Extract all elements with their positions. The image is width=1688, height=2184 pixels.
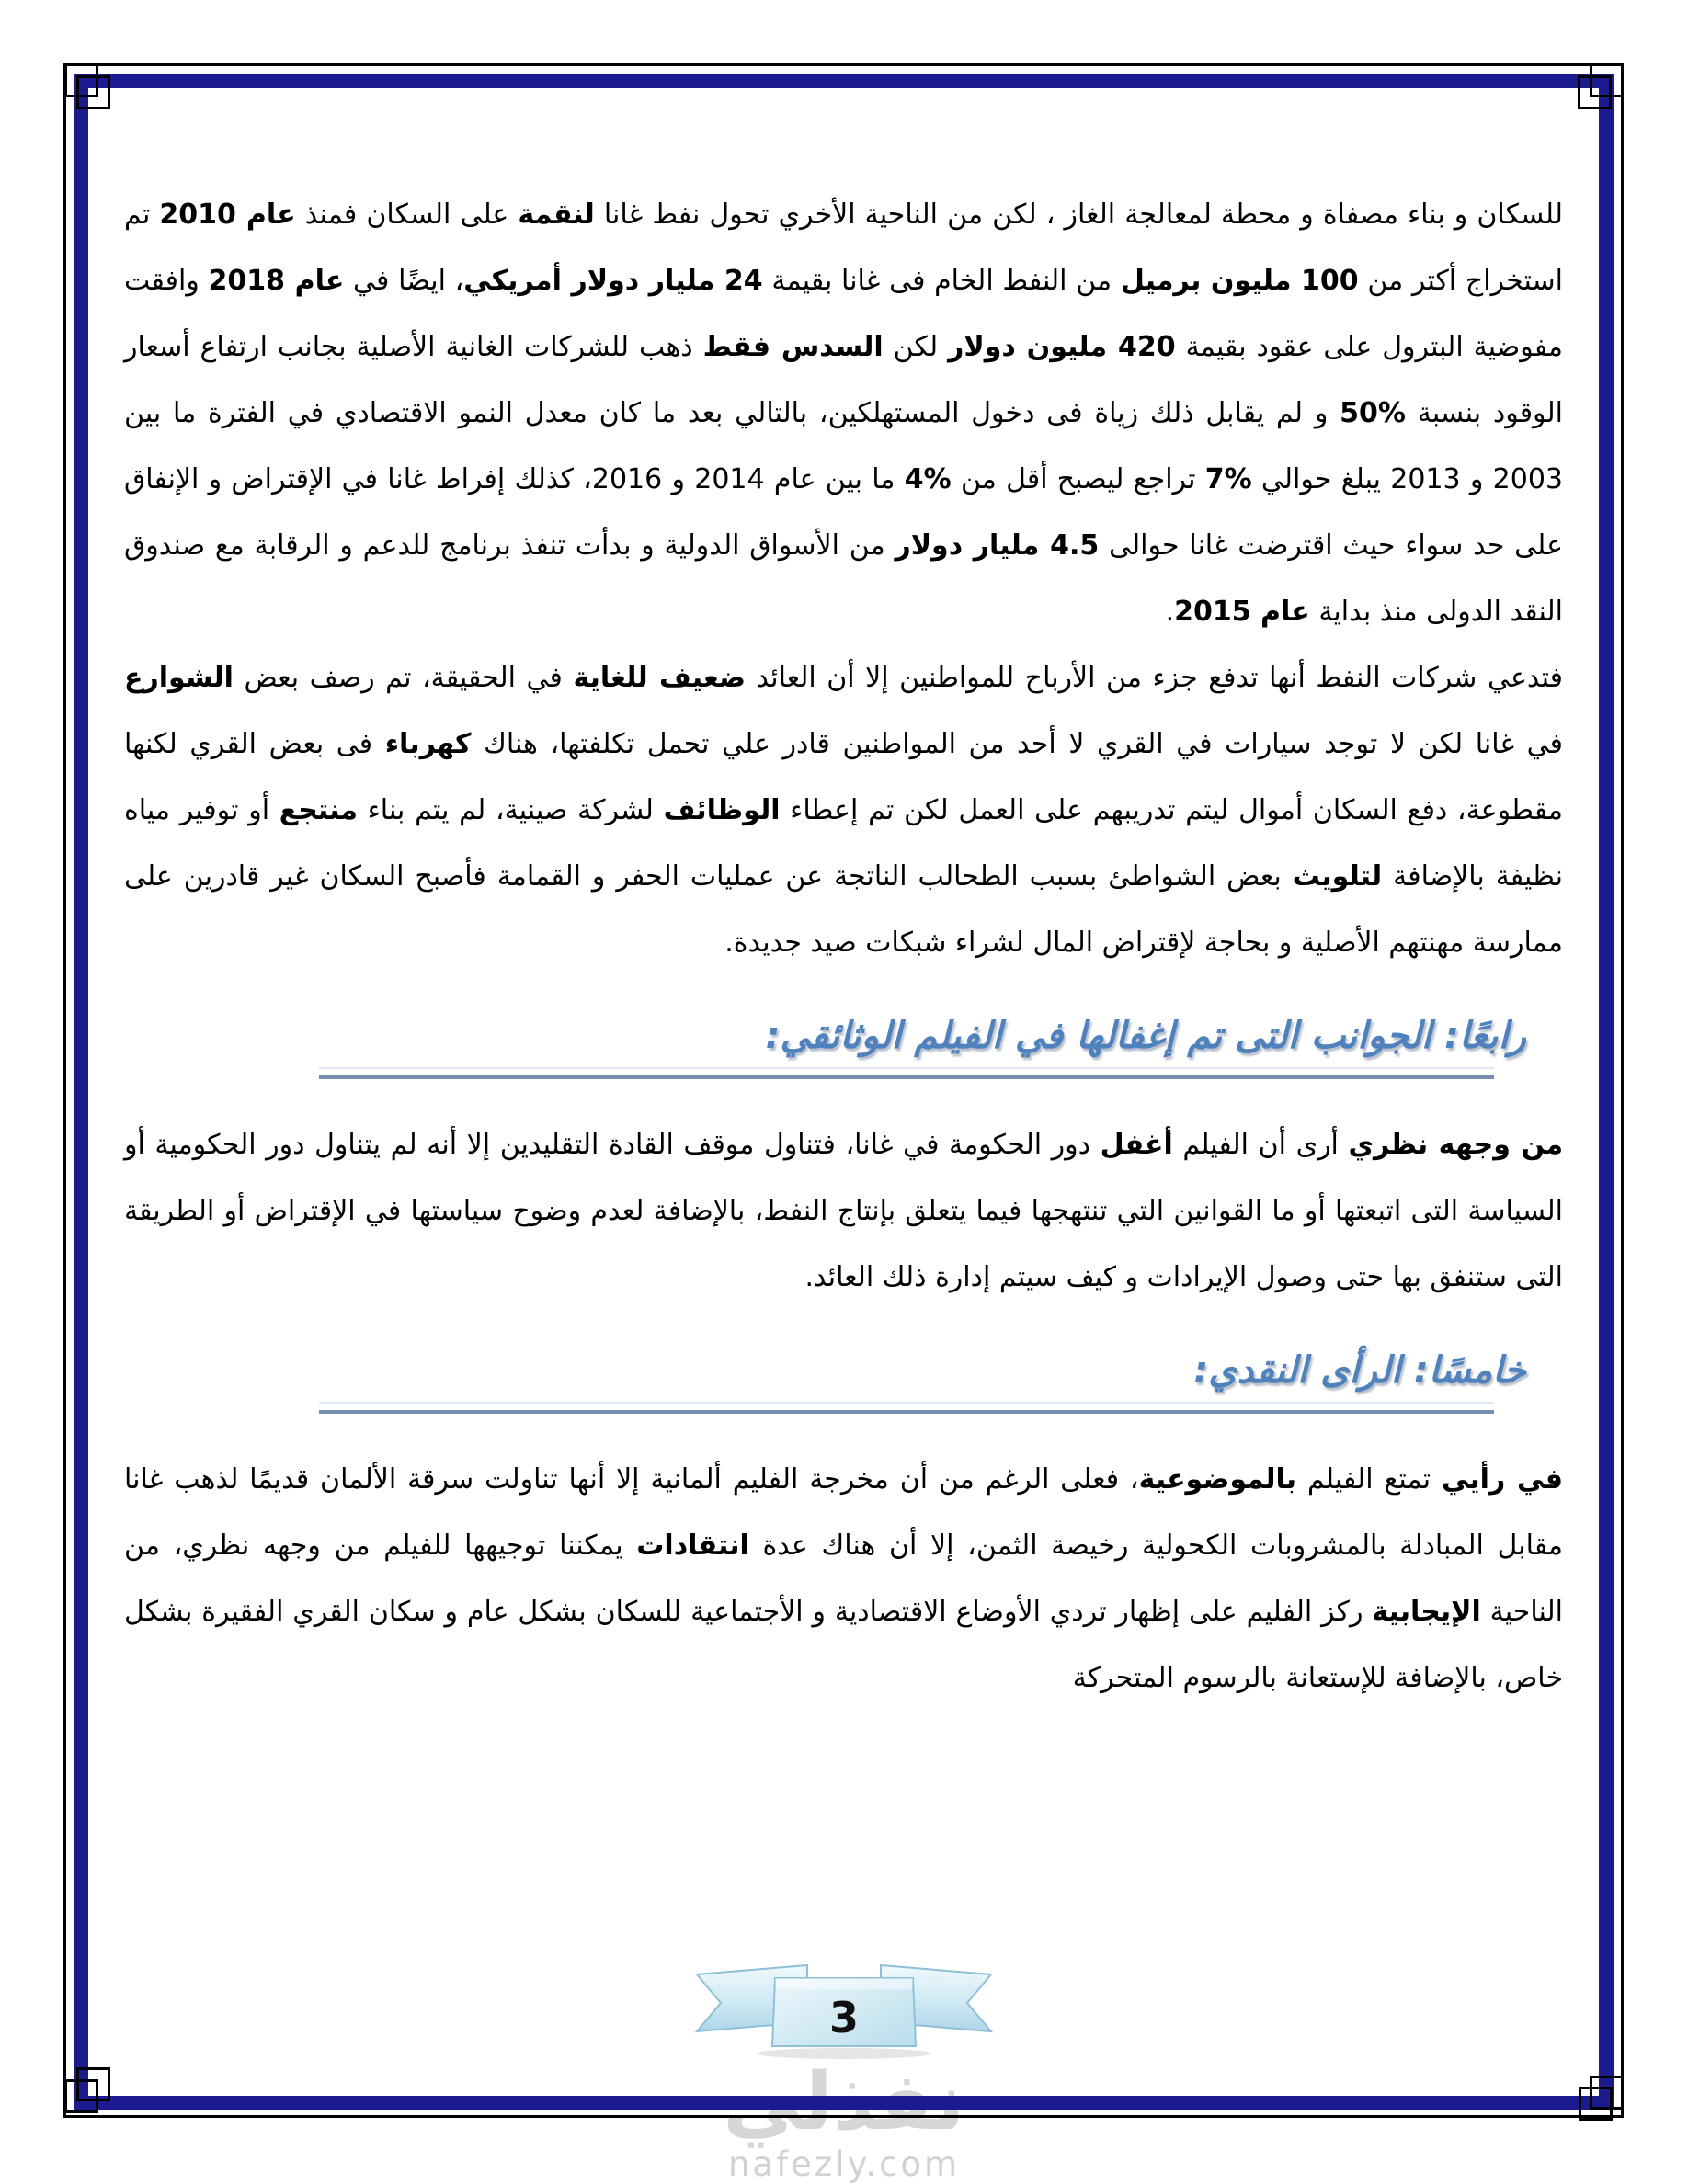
spacer (124, 1311, 1563, 1320)
text-run: فتدعي شركات النفط أنها تدفع جزء من الأرباح للمواطنين إلا أن العائد (745, 662, 1563, 694)
watermark-logo: نفذلي (723, 2056, 965, 2148)
bold-text-run: الشوارع (124, 662, 234, 694)
page-content (124, 182, 1563, 1712)
paragraph-oil-companies-claims (124, 645, 1563, 976)
corner-ornament-bottom-right (1579, 2087, 1613, 2121)
text-run: للسكان و بناء مصفاة و محطة لمعالجة الغاز ، لكن من الناحية الأخري تحول نفط غانا (594, 199, 1563, 231)
bold-text-run: الإيجابية (1372, 1596, 1481, 1628)
bold-text-run: بالموضوعية (1138, 1463, 1297, 1496)
bold-text-run: 420 مليون دولار (948, 331, 1176, 363)
corner-ornament-bottom-left (76, 2067, 110, 2101)
heading-underline (319, 1410, 1494, 1414)
corner-ornament-top-left (64, 63, 98, 97)
bold-text-run: في رأيي (1442, 1463, 1564, 1496)
text-run: يمكننا توجيهها للفيلم من وجهه نظري، من الناحية (124, 1530, 1563, 1628)
text-run: . (1165, 596, 1175, 628)
bold-text-run: عام 2018 (208, 265, 345, 297)
text-run: من الأسواق الدولية و بدأت تنفذ برنامج للدعم و الرقابة مع صندوق النقد الدولى منذ بداية (124, 529, 1563, 628)
bold-text-run: السدس فقط (702, 331, 884, 363)
bold-text-run: منتجع (279, 794, 358, 826)
text-run: تمتع الفيلم (1296, 1463, 1443, 1496)
heading-omitted-aspects: رابعًا: الجوانب التى تم إغفالها في الفيلم الوثائقي: (765, 1015, 1526, 1057)
text-run: لشركة صينية، لم يتم بناء (357, 794, 664, 826)
bold-text-run: %4 (904, 463, 952, 495)
heading-critical-opinion: خامسًا: الرأى النقدي: (1193, 1349, 1526, 1392)
paragraph-oil-curse (124, 182, 1563, 645)
bold-text-run: عام 2015 (1174, 596, 1310, 628)
text-run: دور الحكومة في غانا، فتناول موقف القادة التقليدين إلا أنه لم يتناول دور الحكومية أو السياسة التى اتبعتها أو ما القوانين التي تنتهجها فيما يتعلق بإنتاج النفط، بالإضافة لعدم وضوح سياستها في الإقتراض أو الطريقة التى ستنفق بها حتى وصول الإيرادات و كيف سيتم إدارة ذلك العائد. (124, 1129, 1563, 1293)
text-run: وافقت مفوضية البترول على عقود بقيمة (124, 265, 1563, 363)
bold-text-run: من وجهه نظري (1348, 1129, 1564, 1161)
text-run: لكن (883, 331, 949, 363)
text-run: في غانا لكن لا توجد سيارات في القري لا أحد من المواطنين قادر علي تحمل تكلفتها، هناك (471, 728, 1563, 760)
bold-text-run: لتلويث (1292, 860, 1383, 893)
text-run: ما بين عام 2014 و 2016، كذلك إفراط غانا في الإقتراض و الإنفاق على حد سواء حيث اقترضت غانا حوالى (124, 463, 1563, 562)
heading-underline (319, 1075, 1494, 1079)
page-number-ribbon (688, 1962, 1000, 2063)
bold-text-run: عام 2010 (159, 199, 296, 231)
text-run: فى بعض القري لكنها مقطوعة، دفع السكان أموال ليتم تدريبهم على العمل لكن تم إعطاء (124, 728, 1564, 826)
watermark (723, 2056, 965, 2184)
bold-text-run: 24 مليار دولار أمريكي (463, 265, 763, 297)
watermark-domain: nafezly.com (727, 2144, 961, 2184)
corner-ornament-bottom-left (64, 2079, 98, 2113)
bold-text-run: انتقادات (636, 1530, 749, 1562)
text-run: ، ايضًا في (344, 265, 464, 297)
spacer (124, 976, 1563, 985)
text-run: أو توفير مياه نظيفة بالإضافة (124, 794, 1563, 893)
text-run: في الحقيقة، تم رصف بعض (233, 662, 574, 694)
bold-text-run: ضعيف للغاية (573, 662, 746, 694)
bold-text-run: كهرباء (384, 728, 472, 760)
text-run: بعض الشواطئ بسبب الطحالب الناتجة عن عمليات الحفر و القمامة فأصبح السكان غير قادرين على ممارسة مهنتهم الأصلية و بحاجة لإقتراض المال لشراء شبكات صيد جديدة. (124, 860, 1563, 959)
bold-text-run: لنقمة (518, 199, 595, 231)
bold-text-run: %7 (1204, 463, 1252, 495)
corner-ornament-bottom-right (1590, 2076, 1624, 2110)
paragraph-government-role-omitted (124, 1112, 1563, 1311)
corner-ornament-top-right (1578, 75, 1612, 109)
text-run: و لم يقابل ذلك زياة فى دخول المستهلكين، بالتالي بعد ما كان معدل النمو الاقتصادي في الفترة ما بين 2003 و 2013 يبلغ حوالي (124, 397, 1564, 495)
text-run: تراجع ليصبح أقل من (951, 463, 1205, 495)
text-run: من النفط الخام فى غانا بقيمة (762, 265, 1121, 297)
bold-text-run: 100 مليون برميل (1120, 265, 1359, 297)
corner-ornament-top-right (1590, 63, 1624, 97)
text-run: ركز الفليم على إظهار تردي الأوضاع الاقتصادية و الأجتماعية للسكان بشكل عام و سكان القري الفقيرة بشكل خاص، بالإضافة للإستعانة بالرسوم المتحركة (124, 1596, 1563, 1694)
text-run: ، فعلى الرغم من أن مخرجة الفليم ألمانية إلا أنها تناولت سرقة الألمان قديمًا لذهب غانا مقابل المبادلة بالمشروبات الكحولية رخيصة الثمن، إلا أن هناك عدة (124, 1463, 1563, 1562)
bold-text-run: 4.5 مليار دولار (895, 529, 1100, 562)
text-run: ذهب للشركات الغانية الأصلية بجانب ارتفاع أسعار الوقود بنسبة (124, 331, 1564, 429)
bold-text-run: %50 (1340, 397, 1406, 429)
corner-ornament-top-left (76, 75, 110, 109)
bold-text-run: الوظائف (663, 794, 781, 826)
text-run: تم استخراج أكتر من (124, 199, 1563, 297)
text-run: أرى أن الفيلم (1172, 1129, 1349, 1161)
bold-text-run: أغفل (1100, 1129, 1173, 1161)
text-run: على السكان فمنذ (295, 199, 519, 231)
paragraph-critical-review (124, 1447, 1563, 1712)
page-number: 3 (828, 1993, 859, 2042)
